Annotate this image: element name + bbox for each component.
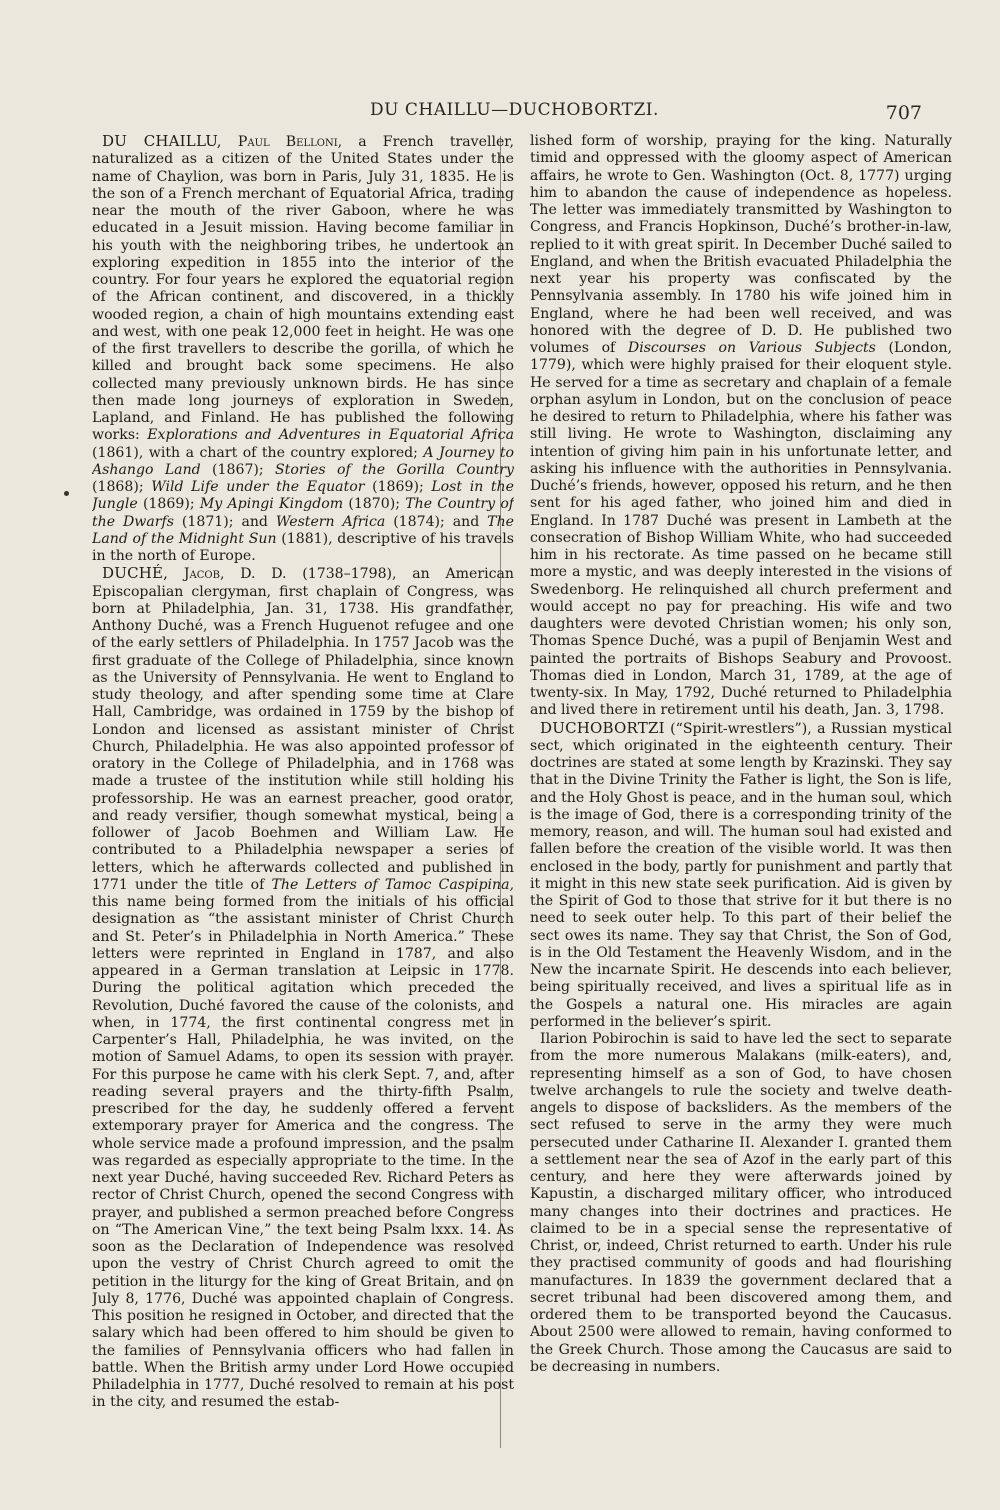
body-text: (1869);	[142, 496, 195, 513]
right-column	[530, 133, 952, 1463]
article-du-chaillu	[92, 133, 514, 565]
article-duchobortzi-paragraph-2	[530, 1031, 952, 1376]
book-title: A Journey to Ashango Land	[92, 444, 514, 478]
body-text: (1874); and	[393, 513, 480, 530]
headword-duchobortzi: DUCHOBORTZI	[540, 718, 665, 737]
article-duchobortzi	[530, 720, 952, 1032]
body-text: (1871); and	[181, 513, 268, 530]
book-title: The Letters of Tamoc Caspipina,	[271, 876, 514, 893]
body-text: (1861), with a chart of the country explored;	[92, 444, 418, 461]
body-text: (1870);	[348, 496, 400, 513]
book-title: Stories of the Gorilla Country	[275, 461, 514, 478]
book-title: The Country of the Dwarfs	[92, 496, 514, 530]
given-names: Jacob,	[183, 566, 225, 583]
degree: D. D.	[240, 566, 287, 583]
book-title: My Apingi Kingdom	[199, 496, 344, 513]
body-text: (1869);	[372, 479, 424, 495]
given-names: Paul Belloni,	[237, 134, 343, 150]
margin-mark	[64, 491, 69, 496]
body-text: lished form of worship, praying for the king. Naturally timid and oppressed with the gloomy aspect of American affairs, he wrote to Gen. Washington (Oct. 8, 1777) urging him to abandon the cause of independence as hopeless. The letter was immediately transmitted by Washington to Congress, and Francis Hopkinson, Duché’s brother-in-law, replied to it with great spirit. In December Duché sailed to England, and when the British evacuated Philadelphia the next year his property was confiscated by the Pennsylvania assembly. In 1780 his wife joined him in England, where he had been well received, and was honored with the degree of D. D. He published two volumes of	[530, 133, 952, 356]
body-text: (1881), descriptive of his travels in the north of Europe.	[92, 530, 514, 564]
page-number: 707	[885, 102, 922, 124]
body-text: Ilarion Pobirochin is said to have led the sect to separate from the more numerous Malakans (milk-eaters), and, representing himself as a son of God, to have chosen twelve archangels to rule the society and twelve death-angels to dispose of backsliders. As the members of the sect refused to serve in the army they were much persecuted under Catharine II. Alexander I. granted them a settlement near the sea of Azof in the early part of this century, and here they were afterwards joined by Kapustin, a discharged military officer, who introduced many changes into their doctrines and practices. He claimed to be in a special sense the representative of Christ, or, indeed, Christ returned to earth. Under his rule they practised community of goods and had flourishing manufactures. In 1839 the government declared that a secret tribunal had been discovered among them, and ordered them to be transported beyond the Caucasus. About 2500 were allowed to remain, having conformed to the Greek Church. Those among the Caucasus are said to be decreasing in numbers.	[530, 1031, 952, 1375]
headword-du-chaillu: DU CHAILLU,	[102, 133, 222, 150]
article-duche-continued	[530, 133, 952, 720]
article-duche	[92, 565, 514, 1411]
running-title: DU CHAILLU—DUCHOBORTZI.	[370, 100, 659, 120]
body-text: (1738–1798), an American Episcopalian clergyman, first chaplain of Congress, was born at Philadelphia, Jan. 31, 1738. His grandfather, Anthony Duché, was a French Huguenot refugee and one of the early settlers of Philadelphia. In 1757 Jacob was the first graduate of the College of Philadelphia, since known as the University of Pennsylvania. He went to England to study theology, and after spending some time at Clare Hall, Cambridge, was ordained in 1759 by the bishop of London and licensed as assistant minister of Christ Church, Philadelphia. He was also appointed professor of oratory in the College of Philadelphia, and in 1768 was made a trustee of the institution while still holding his professorship. He was an earnest preacher, good orator, and ready versifier, though somewhat mystical, being a follower of Jacob Boehmen and William Law. He contributed to a Philadelphia newspaper a series of letters, which he afterwards collected and published in 1771 under the title of	[92, 566, 514, 893]
book-title: Discourses on Various Subjects	[627, 340, 876, 356]
body-text: (1868);	[92, 479, 144, 495]
book-title: Western Africa	[275, 513, 386, 530]
left-column	[92, 133, 514, 1463]
body-text: this name being formed from the initials of his official designation as “the assistant minister of Christ Church and St. Peter’s in Philadelphia in North America.” These letters were reprinted in England in 1787, and also appeared in a German translation at Leipsic in 1778. During the political agitation which preceded the Revolution, Duché favored the cause of the colonists, and when, in 1774, the first continental congress met in Carpenter’s Hall, Philadelphia, he was invited, on the motion of Samuel Adams, to open its session with prayer. For this purpose he came with his clerk Sept. 7, and, after reading several prayers and the thirty-fifth Psalm, prescribed for the day, he suddenly offered a fervent extemporary prayer for America and the congress. The whole service made a profound impression, and the psalm was regarded as especially appropriate to the time. In the next year Duché, having succeeded Rev. Richard Peters as rector of Christ Church, opened the second Congress with prayer, and published a sermon preached before Congress on “The American Vine,” the text being Psalm lxxx. 14. As soon as the Declaration of Independence was resolved upon the vestry of Christ Church agreed to omit the petition in the liturgy for the king of Great Britain, and on July 8, 1776, Duché was appointed chaplain of Congress. This position he resigned in October, and directed that the salary which had been offered to him should be given to the families of Pennsylvania officers who had fallen in battle. When the British army under Lord Howe occupied Philadelphia in 1777, Duché resolved to remain at his post in the city, and resumed the estab-	[92, 894, 514, 1411]
body-text: (1867);	[212, 461, 264, 478]
body-text: (“Spirit-wrestlers”), a Russian mystical sect, which originated in the eighteenth century. Their doctrines are stated at some length by Krazinski. They say that in the Divine Trinity the Father is light, the Son is life, and the Holy Ghost is peace, and in the human soul, which is the image of God, there is a corresponding trinity of the memory, reason, and will. The human soul had existed and fallen before the creation of the visible world. It was then enclosed in the body, partly for punishment and partly that it might in this new state seek purification. Aid is given by the Spirit of God to those that strive for it but there is no need to seek outer help. To this part of their belief the sect owes its name. They say that Christ, the Son of God, is in the Old Testament the Heavenly Wisdom, and in the New the incarnate Spirit. He descends into each believer, being spiritually received, and lives a spiritual life as in the Gospels a natural one. His miracles are again performed in the believer’s spirit.	[530, 720, 952, 1030]
body-text: (London, 1779), which were highly praised for their eloquent style. He served for a time as secretary and chaplain of a female orphan asylum in London, but on the conclusion of peace he desired to return to Philadelphia, where his father was still living. He wrote to Washington, disclaiming any intention of giving him pain in his unfortunate letter, and asking his influence with the authorities in Pennsylvania. Duché’s friends, however, opposed his return, and he then sent for his aged father, who joined him and died in England. In 1787 Duché was present in Lambeth at the consecration of Bishop William White, who had succeeded him in his rectorate. As time passed on he became still more a mystic, and was deeply interested in the visions of Swedenborg. He relinquished all church preferment and would accept no pay for preaching. His wife and two daughters were devoted Christian women; his only son, Thomas Spence Duché, was a pupil of Benjamin West and painted the portraits of Bishops Seabury and Provoost. Thomas died in London, March 31, 1789, at the age of twenty-six. In May, 1792, Duché returned to Philadelphia and lived there in retirement until his death, Jan. 3, 1798.	[530, 340, 952, 719]
body-text: a French traveller, naturalized as a citizen of the United States under the name of Chaylion, was born in Paris, July 31, 1835. He is the son of a French merchant of Equatorial Africa, trading near the mouth of the river Gaboon, where he was educated in a Jesuit mission. Having become familiar in his youth with the neighboring tribes, he undertook an exploring expedition in 1855 into the interior of the country. For four years he explored the equatorial region of the African continent, and discovered, in a thickly wooded region, a chain of high mountains extending east and west, with one peak 12,000 feet in height. He was one of the first travellers to describe the gorilla, of which he killed and brought back some specimens. He also collected many previously unknown birds. He has since then made long journeys of exploration in Sweden, Lapland, and Finland. He has published the following works:	[92, 134, 514, 444]
book-title: Lost in the Jungle	[92, 479, 514, 513]
book-title: Explorations and Adventures in Equatorial Africa	[147, 427, 514, 444]
text-columns	[92, 133, 952, 1463]
book-title: Wild Life under the Equator	[151, 479, 365, 495]
book-title: The Land of the Midnight Sun	[92, 513, 514, 547]
headword-duche: DUCHÉ,	[102, 564, 169, 583]
